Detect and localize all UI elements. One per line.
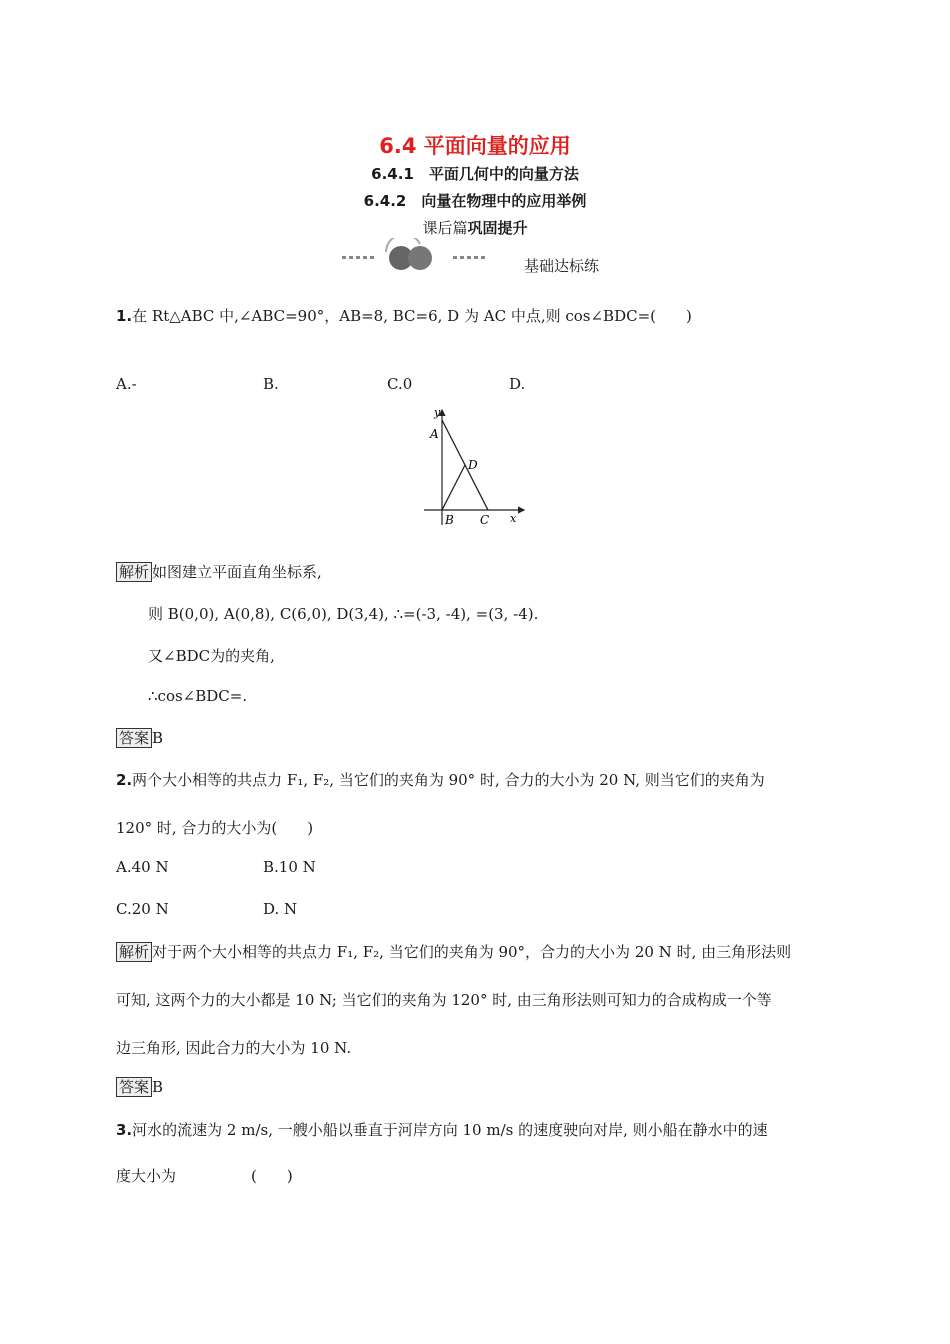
subtitle-642: 6.4.2 向量在物理中的应用举例 [363,192,587,210]
page-title: 6.4 平面向量的应用 [379,134,571,158]
q2-option-a: A.40 N [116,858,169,876]
q2-analysis-line-2: 可知, 这两个力的大小都是 10 N; 当它们的夹角为 120° 时, 由三角形法则可知力的合成构成一个等 [116,991,772,1009]
q2-answer-line [116,1076,163,1097]
label-d: D [468,458,478,472]
q1-option-b: B. [263,375,279,393]
section-bold: 巩固提升 [467,219,528,237]
q2-stem-line-1 [116,769,765,790]
label-a: A [430,427,439,441]
q2-analysis-line-1 [116,941,791,962]
q3-stem-line-2: 度大小为 ( ) [116,1167,293,1185]
q2-number: 2. [116,771,133,789]
q2-option-b: B.10 N [263,858,316,876]
section-heading [0,217,950,238]
level-banner-decoration-icon [340,238,490,274]
q2-option-c: C.20 N [116,900,169,918]
q1-analysis-text-1: 如图建立平面直角坐标系, [152,563,322,581]
q1-option-a: A.- [116,375,137,393]
q1-stem: 在 Rt△ABC 中,∠ABC=90°，AB=8, BC=6, D 为 AC 中点,则 cos∠BDC=( ) [132,307,692,325]
q1-analysis-tag: 解析 [116,562,152,582]
q2-stem-line-2: 120° 时, 合力的大小为( ) [116,819,314,837]
q1-answer-tag: 答案 [116,728,152,748]
q2-analysis-line-3: 边三角形, 因此合力的大小为 10 N. [116,1039,352,1057]
segment-bd [442,465,465,510]
q1-answer-line [116,727,163,748]
label-y: y [434,406,441,419]
q1-analysis-line-3: 又∠BDC为的夹角, [148,647,275,665]
q2-stem-1: 两个大小相等的共点力 F₁, F₂, 当它们的夹角为 90° 时, 合力的大小为 20 N, 则当它们的夹角为 [132,771,765,789]
section-plain: 课后篇 [422,219,468,237]
q1-triangle-diagram [420,400,532,535]
q1-analysis-line-1 [116,561,322,582]
q3-number: 3. [116,1121,133,1139]
label-b: B [445,513,454,527]
q1-analysis-line-2: 则 B(0,0), A(0,8), C(6,0), D(3,4), ∴=(-3, -4), =(3, -4). [148,605,539,623]
q1-option-c: C.0 [387,375,413,393]
q1-number: 1. [116,307,133,325]
q1-option-d: D. [509,375,526,393]
label-c: C [480,513,490,527]
q1-analysis-line-4: ∴cos∠BDC=. [148,687,248,705]
q3-stem-1: 河水的流速为 2 m/s, 一艘小船以垂直于河岸方向 10 m/s 的速度驶向对岸, 则小船在静水中的速 [132,1121,768,1139]
subtitle-641: 6.4.1 平面几何中的向量方法 [371,165,579,183]
q1-stem-line [116,305,692,326]
q2-analysis-text-1: 对于两个大小相等的共点力 F₁, F₂, 当它们的夹角为 90°，合力的大小为 20 N 时, 由三角形法则 [152,943,792,961]
label-x: x [510,512,517,525]
q2-option-d: D. N [263,900,298,918]
q2-answer: B [152,1078,164,1096]
q2-answer-tag: 答案 [116,1077,152,1097]
q3-stem-line-1 [116,1119,768,1140]
q2-analysis-tag: 解析 [116,942,152,962]
q1-answer: B [152,729,164,747]
level-label: 基础达标练 [524,257,600,275]
